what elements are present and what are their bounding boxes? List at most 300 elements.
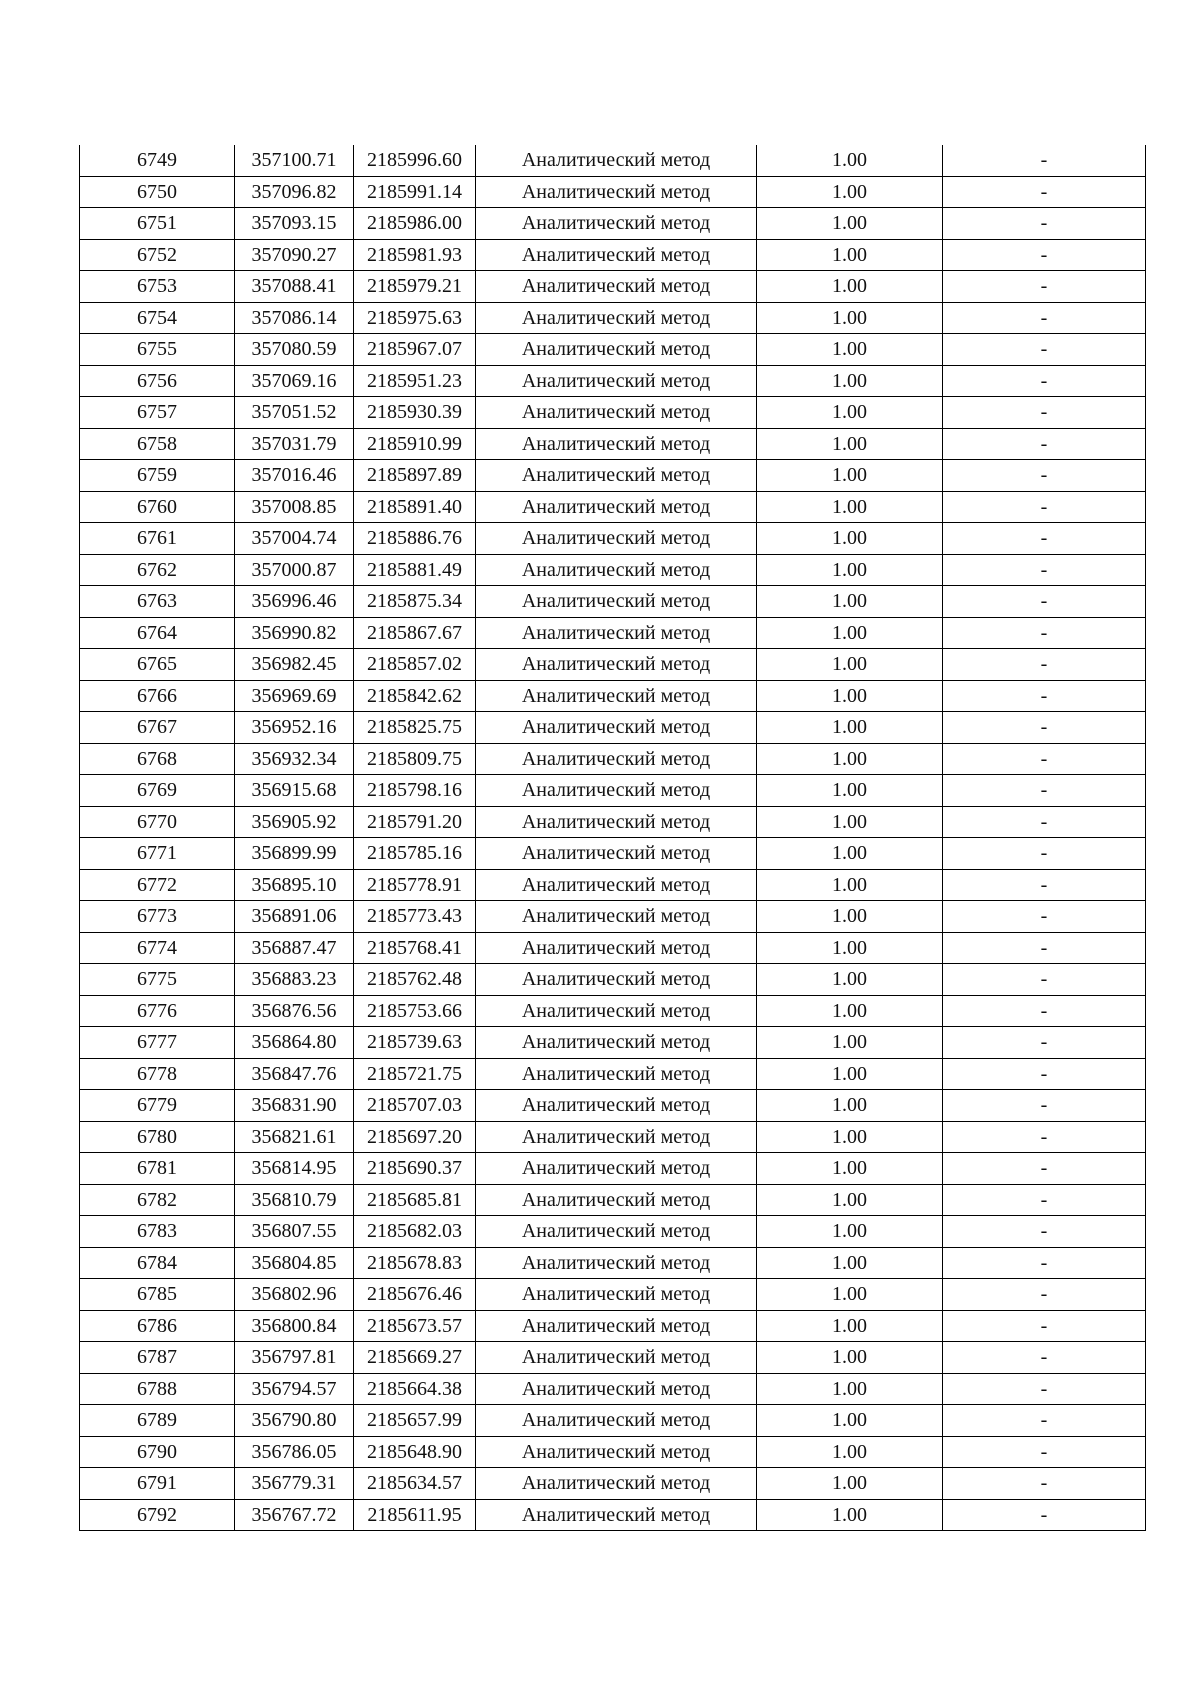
point-number-cell: 6788 (80, 1373, 235, 1405)
accuracy-cell: 1.00 (757, 775, 943, 807)
y-coordinate-cell: 2185825.75 (354, 712, 476, 744)
point-number-cell: 6762 (80, 554, 235, 586)
point-number-cell: 6760 (80, 491, 235, 523)
accuracy-cell: 1.00 (757, 176, 943, 208)
point-number-cell: 6773 (80, 901, 235, 933)
y-coordinate-cell: 2185739.63 (354, 1027, 476, 1059)
method-cell: Аналитический метод (476, 145, 757, 176)
point-number-cell: 6771 (80, 838, 235, 870)
accuracy-cell: 1.00 (757, 1216, 943, 1248)
table-row (80, 1279, 1146, 1311)
x-coordinate-cell: 356895.10 (235, 869, 354, 901)
point-number-cell: 6774 (80, 932, 235, 964)
method-cell: Аналитический метод (476, 743, 757, 775)
y-coordinate-cell: 2185798.16 (354, 775, 476, 807)
description-cell: - (943, 491, 1146, 523)
point-number-cell: 6784 (80, 1247, 235, 1279)
method-cell: Аналитический метод (476, 1216, 757, 1248)
point-number-cell: 6777 (80, 1027, 235, 1059)
point-number-cell: 6767 (80, 712, 235, 744)
y-coordinate-cell: 2185986.00 (354, 208, 476, 240)
description-cell: - (943, 1342, 1146, 1374)
method-cell: Аналитический метод (476, 1027, 757, 1059)
y-coordinate-cell: 2185664.38 (354, 1373, 476, 1405)
description-cell: - (943, 680, 1146, 712)
x-coordinate-cell: 357086.14 (235, 302, 354, 334)
y-coordinate-cell: 2185762.48 (354, 964, 476, 996)
point-number-cell: 6778 (80, 1058, 235, 1090)
x-coordinate-cell: 356847.76 (235, 1058, 354, 1090)
description-cell: - (943, 1216, 1146, 1248)
table-row (80, 775, 1146, 807)
y-coordinate-cell: 2185967.07 (354, 334, 476, 366)
accuracy-cell: 1.00 (757, 1342, 943, 1374)
table-row (80, 680, 1146, 712)
x-coordinate-cell: 357000.87 (235, 554, 354, 586)
point-number-cell: 6790 (80, 1436, 235, 1468)
method-cell: Аналитический метод (476, 334, 757, 366)
description-cell: - (943, 460, 1146, 492)
table-row (80, 1153, 1146, 1185)
point-number-cell: 6791 (80, 1468, 235, 1500)
x-coordinate-cell: 356899.99 (235, 838, 354, 870)
description-cell: - (943, 145, 1146, 176)
x-coordinate-cell: 356932.34 (235, 743, 354, 775)
accuracy-cell: 1.00 (757, 397, 943, 429)
point-number-cell: 6757 (80, 397, 235, 429)
point-number-cell: 6782 (80, 1184, 235, 1216)
x-coordinate-cell: 356786.05 (235, 1436, 354, 1468)
y-coordinate-cell: 2185778.91 (354, 869, 476, 901)
table-row (80, 964, 1146, 996)
y-coordinate-cell: 2185981.93 (354, 239, 476, 271)
method-cell: Аналитический метод (476, 1090, 757, 1122)
accuracy-cell: 1.00 (757, 554, 943, 586)
y-coordinate-cell: 2185867.67 (354, 617, 476, 649)
y-coordinate-cell: 2185897.89 (354, 460, 476, 492)
x-coordinate-cell: 356797.81 (235, 1342, 354, 1374)
point-number-cell: 6787 (80, 1342, 235, 1374)
method-cell: Аналитический метод (476, 586, 757, 618)
description-cell: - (943, 869, 1146, 901)
x-coordinate-cell: 357069.16 (235, 365, 354, 397)
accuracy-cell: 1.00 (757, 1027, 943, 1059)
method-cell: Аналитический метод (476, 806, 757, 838)
accuracy-cell: 1.00 (757, 806, 943, 838)
table-row (80, 334, 1146, 366)
description-cell: - (943, 239, 1146, 271)
accuracy-cell: 1.00 (757, 1468, 943, 1500)
method-cell: Аналитический метод (476, 460, 757, 492)
y-coordinate-cell: 2185996.60 (354, 145, 476, 176)
description-cell: - (943, 1058, 1146, 1090)
accuracy-cell: 1.00 (757, 838, 943, 870)
description-cell: - (943, 176, 1146, 208)
table-row (80, 1405, 1146, 1437)
description-cell: - (943, 428, 1146, 460)
accuracy-cell: 1.00 (757, 1499, 943, 1531)
y-coordinate-cell: 2185648.90 (354, 1436, 476, 1468)
table-row (80, 1247, 1146, 1279)
description-cell: - (943, 397, 1146, 429)
method-cell: Аналитический метод (476, 1499, 757, 1531)
description-cell: - (943, 743, 1146, 775)
y-coordinate-cell: 2185785.16 (354, 838, 476, 870)
method-cell: Аналитический метод (476, 554, 757, 586)
accuracy-cell: 1.00 (757, 271, 943, 303)
accuracy-cell: 1.00 (757, 712, 943, 744)
table-row (80, 712, 1146, 744)
point-number-cell: 6779 (80, 1090, 235, 1122)
method-cell: Аналитический метод (476, 208, 757, 240)
point-number-cell: 6775 (80, 964, 235, 996)
method-cell: Аналитический метод (476, 712, 757, 744)
x-coordinate-cell: 356821.61 (235, 1121, 354, 1153)
method-cell: Аналитический метод (476, 1184, 757, 1216)
table-row (80, 1027, 1146, 1059)
accuracy-cell: 1.00 (757, 1405, 943, 1437)
point-number-cell: 6785 (80, 1279, 235, 1311)
table-row (80, 586, 1146, 618)
y-coordinate-cell: 2185886.76 (354, 523, 476, 555)
description-cell: - (943, 1405, 1146, 1437)
point-number-cell: 6772 (80, 869, 235, 901)
table-row (80, 838, 1146, 870)
accuracy-cell: 1.00 (757, 428, 943, 460)
point-number-cell: 6769 (80, 775, 235, 807)
x-coordinate-cell: 356831.90 (235, 1090, 354, 1122)
accuracy-cell: 1.00 (757, 932, 943, 964)
description-cell: - (943, 1499, 1146, 1531)
x-coordinate-cell: 356802.96 (235, 1279, 354, 1311)
accuracy-cell: 1.00 (757, 208, 943, 240)
x-coordinate-cell: 356794.57 (235, 1373, 354, 1405)
description-cell: - (943, 554, 1146, 586)
point-number-cell: 6770 (80, 806, 235, 838)
method-cell: Аналитический метод (476, 365, 757, 397)
x-coordinate-cell: 356804.85 (235, 1247, 354, 1279)
table-row (80, 554, 1146, 586)
accuracy-cell: 1.00 (757, 460, 943, 492)
y-coordinate-cell: 2185611.95 (354, 1499, 476, 1531)
method-cell: Аналитический метод (476, 1468, 757, 1500)
method-cell: Аналитический метод (476, 869, 757, 901)
point-number-cell: 6765 (80, 649, 235, 681)
x-coordinate-cell: 357088.41 (235, 271, 354, 303)
x-coordinate-cell: 357016.46 (235, 460, 354, 492)
description-cell: - (943, 586, 1146, 618)
accuracy-cell: 1.00 (757, 1153, 943, 1185)
table-row (80, 365, 1146, 397)
table-row (80, 460, 1146, 492)
point-number-cell: 6756 (80, 365, 235, 397)
point-number-cell: 6768 (80, 743, 235, 775)
accuracy-cell: 1.00 (757, 869, 943, 901)
method-cell: Аналитический метод (476, 302, 757, 334)
x-coordinate-cell: 357004.74 (235, 523, 354, 555)
accuracy-cell: 1.00 (757, 1184, 943, 1216)
point-number-cell: 6759 (80, 460, 235, 492)
description-cell: - (943, 1153, 1146, 1185)
x-coordinate-cell: 356807.55 (235, 1216, 354, 1248)
y-coordinate-cell: 2185773.43 (354, 901, 476, 933)
accuracy-cell: 1.00 (757, 586, 943, 618)
x-coordinate-cell: 356905.92 (235, 806, 354, 838)
method-cell: Аналитический метод (476, 995, 757, 1027)
accuracy-cell: 1.00 (757, 1310, 943, 1342)
point-number-cell: 6783 (80, 1216, 235, 1248)
x-coordinate-cell: 357031.79 (235, 428, 354, 460)
x-coordinate-cell: 357096.82 (235, 176, 354, 208)
description-cell: - (943, 1027, 1146, 1059)
description-cell: - (943, 1373, 1146, 1405)
coordinates-table-body (80, 145, 1146, 1531)
point-number-cell: 6763 (80, 586, 235, 618)
accuracy-cell: 1.00 (757, 334, 943, 366)
point-number-cell: 6792 (80, 1499, 235, 1531)
description-cell: - (943, 712, 1146, 744)
coordinates-table (79, 145, 1146, 1531)
description-cell: - (943, 1468, 1146, 1500)
method-cell: Аналитический метод (476, 1373, 757, 1405)
y-coordinate-cell: 2185842.62 (354, 680, 476, 712)
accuracy-cell: 1.00 (757, 649, 943, 681)
method-cell: Аналитический метод (476, 649, 757, 681)
method-cell: Аналитический метод (476, 1405, 757, 1437)
accuracy-cell: 1.00 (757, 365, 943, 397)
y-coordinate-cell: 2185676.46 (354, 1279, 476, 1311)
x-coordinate-cell: 356814.95 (235, 1153, 354, 1185)
table-row (80, 1499, 1146, 1531)
point-number-cell: 6752 (80, 239, 235, 271)
y-coordinate-cell: 2185753.66 (354, 995, 476, 1027)
x-coordinate-cell: 357008.85 (235, 491, 354, 523)
method-cell: Аналитический метод (476, 838, 757, 870)
y-coordinate-cell: 2185678.83 (354, 1247, 476, 1279)
y-coordinate-cell: 2185975.63 (354, 302, 476, 334)
y-coordinate-cell: 2185682.03 (354, 1216, 476, 1248)
table-row (80, 145, 1146, 176)
accuracy-cell: 1.00 (757, 1247, 943, 1279)
accuracy-cell: 1.00 (757, 145, 943, 176)
y-coordinate-cell: 2185881.49 (354, 554, 476, 586)
y-coordinate-cell: 2185910.99 (354, 428, 476, 460)
table-row (80, 1468, 1146, 1500)
accuracy-cell: 1.00 (757, 617, 943, 649)
point-number-cell: 6764 (80, 617, 235, 649)
description-cell: - (943, 964, 1146, 996)
description-cell: - (943, 617, 1146, 649)
description-cell: - (943, 838, 1146, 870)
x-coordinate-cell: 356982.45 (235, 649, 354, 681)
description-cell: - (943, 523, 1146, 555)
accuracy-cell: 1.00 (757, 302, 943, 334)
x-coordinate-cell: 357090.27 (235, 239, 354, 271)
accuracy-cell: 1.00 (757, 901, 943, 933)
method-cell: Аналитический метод (476, 1342, 757, 1374)
method-cell: Аналитический метод (476, 491, 757, 523)
x-coordinate-cell: 357100.71 (235, 145, 354, 176)
table-row (80, 271, 1146, 303)
accuracy-cell: 1.00 (757, 964, 943, 996)
y-coordinate-cell: 2185690.37 (354, 1153, 476, 1185)
point-number-cell: 6761 (80, 523, 235, 555)
y-coordinate-cell: 2185657.99 (354, 1405, 476, 1437)
description-cell: - (943, 901, 1146, 933)
description-cell: - (943, 932, 1146, 964)
x-coordinate-cell: 357051.52 (235, 397, 354, 429)
description-cell: - (943, 208, 1146, 240)
table-row (80, 1216, 1146, 1248)
description-cell: - (943, 1184, 1146, 1216)
accuracy-cell: 1.00 (757, 523, 943, 555)
method-cell: Аналитический метод (476, 680, 757, 712)
y-coordinate-cell: 2185809.75 (354, 743, 476, 775)
accuracy-cell: 1.00 (757, 1279, 943, 1311)
table-row (80, 1342, 1146, 1374)
point-number-cell: 6751 (80, 208, 235, 240)
point-number-cell: 6781 (80, 1153, 235, 1185)
method-cell: Аналитический метод (476, 428, 757, 460)
accuracy-cell: 1.00 (757, 680, 943, 712)
point-number-cell: 6786 (80, 1310, 235, 1342)
table-row (80, 523, 1146, 555)
description-cell: - (943, 1279, 1146, 1311)
x-coordinate-cell: 356876.56 (235, 995, 354, 1027)
method-cell: Аналитический метод (476, 964, 757, 996)
description-cell: - (943, 1310, 1146, 1342)
description-cell: - (943, 1121, 1146, 1153)
y-coordinate-cell: 2185673.57 (354, 1310, 476, 1342)
method-cell: Аналитический метод (476, 239, 757, 271)
accuracy-cell: 1.00 (757, 239, 943, 271)
method-cell: Аналитический метод (476, 271, 757, 303)
method-cell: Аналитический метод (476, 1310, 757, 1342)
x-coordinate-cell: 356990.82 (235, 617, 354, 649)
accuracy-cell: 1.00 (757, 491, 943, 523)
accuracy-cell: 1.00 (757, 743, 943, 775)
method-cell: Аналитический метод (476, 617, 757, 649)
accuracy-cell: 1.00 (757, 1436, 943, 1468)
description-cell: - (943, 365, 1146, 397)
x-coordinate-cell: 357093.15 (235, 208, 354, 240)
point-number-cell: 6749 (80, 145, 235, 176)
y-coordinate-cell: 2185634.57 (354, 1468, 476, 1500)
x-coordinate-cell: 357080.59 (235, 334, 354, 366)
y-coordinate-cell: 2185951.23 (354, 365, 476, 397)
point-number-cell: 6766 (80, 680, 235, 712)
point-number-cell: 6789 (80, 1405, 235, 1437)
y-coordinate-cell: 2185768.41 (354, 932, 476, 964)
method-cell: Аналитический метод (476, 932, 757, 964)
accuracy-cell: 1.00 (757, 995, 943, 1027)
y-coordinate-cell: 2185669.27 (354, 1342, 476, 1374)
method-cell: Аналитический метод (476, 1121, 757, 1153)
y-coordinate-cell: 2185707.03 (354, 1090, 476, 1122)
table-row (80, 806, 1146, 838)
description-cell: - (943, 271, 1146, 303)
x-coordinate-cell: 356864.80 (235, 1027, 354, 1059)
y-coordinate-cell: 2185891.40 (354, 491, 476, 523)
method-cell: Аналитический метод (476, 176, 757, 208)
accuracy-cell: 1.00 (757, 1090, 943, 1122)
x-coordinate-cell: 356767.72 (235, 1499, 354, 1531)
x-coordinate-cell: 356887.47 (235, 932, 354, 964)
table-row (80, 176, 1146, 208)
point-number-cell: 6780 (80, 1121, 235, 1153)
table-row (80, 1121, 1146, 1153)
description-cell: - (943, 649, 1146, 681)
accuracy-cell: 1.00 (757, 1373, 943, 1405)
description-cell: - (943, 1436, 1146, 1468)
description-cell: - (943, 1090, 1146, 1122)
point-number-cell: 6753 (80, 271, 235, 303)
table-row (80, 617, 1146, 649)
table-row (80, 1058, 1146, 1090)
y-coordinate-cell: 2185697.20 (354, 1121, 476, 1153)
x-coordinate-cell: 356779.31 (235, 1468, 354, 1500)
table-row (80, 995, 1146, 1027)
method-cell: Аналитический метод (476, 523, 757, 555)
table-row (80, 208, 1146, 240)
method-cell: Аналитический метод (476, 1058, 757, 1090)
method-cell: Аналитический метод (476, 775, 757, 807)
table-row (80, 1373, 1146, 1405)
table-row (80, 491, 1146, 523)
table-row (80, 1436, 1146, 1468)
y-coordinate-cell: 2185875.34 (354, 586, 476, 618)
table-row (80, 869, 1146, 901)
x-coordinate-cell: 356800.84 (235, 1310, 354, 1342)
y-coordinate-cell: 2185991.14 (354, 176, 476, 208)
y-coordinate-cell: 2185685.81 (354, 1184, 476, 1216)
y-coordinate-cell: 2185791.20 (354, 806, 476, 838)
method-cell: Аналитический метод (476, 397, 757, 429)
table-row (80, 743, 1146, 775)
point-number-cell: 6776 (80, 995, 235, 1027)
method-cell: Аналитический метод (476, 1279, 757, 1311)
method-cell: Аналитический метод (476, 1247, 757, 1279)
point-number-cell: 6750 (80, 176, 235, 208)
y-coordinate-cell: 2185721.75 (354, 1058, 476, 1090)
table-row (80, 1184, 1146, 1216)
table-row (80, 932, 1146, 964)
description-cell: - (943, 334, 1146, 366)
point-number-cell: 6755 (80, 334, 235, 366)
x-coordinate-cell: 356915.68 (235, 775, 354, 807)
description-cell: - (943, 995, 1146, 1027)
point-number-cell: 6758 (80, 428, 235, 460)
description-cell: - (943, 1247, 1146, 1279)
table-row (80, 239, 1146, 271)
x-coordinate-cell: 356969.69 (235, 680, 354, 712)
description-cell: - (943, 775, 1146, 807)
x-coordinate-cell: 356996.46 (235, 586, 354, 618)
method-cell: Аналитический метод (476, 1436, 757, 1468)
method-cell: Аналитический метод (476, 1153, 757, 1185)
y-coordinate-cell: 2185979.21 (354, 271, 476, 303)
method-cell: Аналитический метод (476, 901, 757, 933)
table-row (80, 1310, 1146, 1342)
description-cell: - (943, 806, 1146, 838)
accuracy-cell: 1.00 (757, 1121, 943, 1153)
x-coordinate-cell: 356883.23 (235, 964, 354, 996)
x-coordinate-cell: 356810.79 (235, 1184, 354, 1216)
table-row (80, 649, 1146, 681)
x-coordinate-cell: 356952.16 (235, 712, 354, 744)
y-coordinate-cell: 2185857.02 (354, 649, 476, 681)
x-coordinate-cell: 356891.06 (235, 901, 354, 933)
